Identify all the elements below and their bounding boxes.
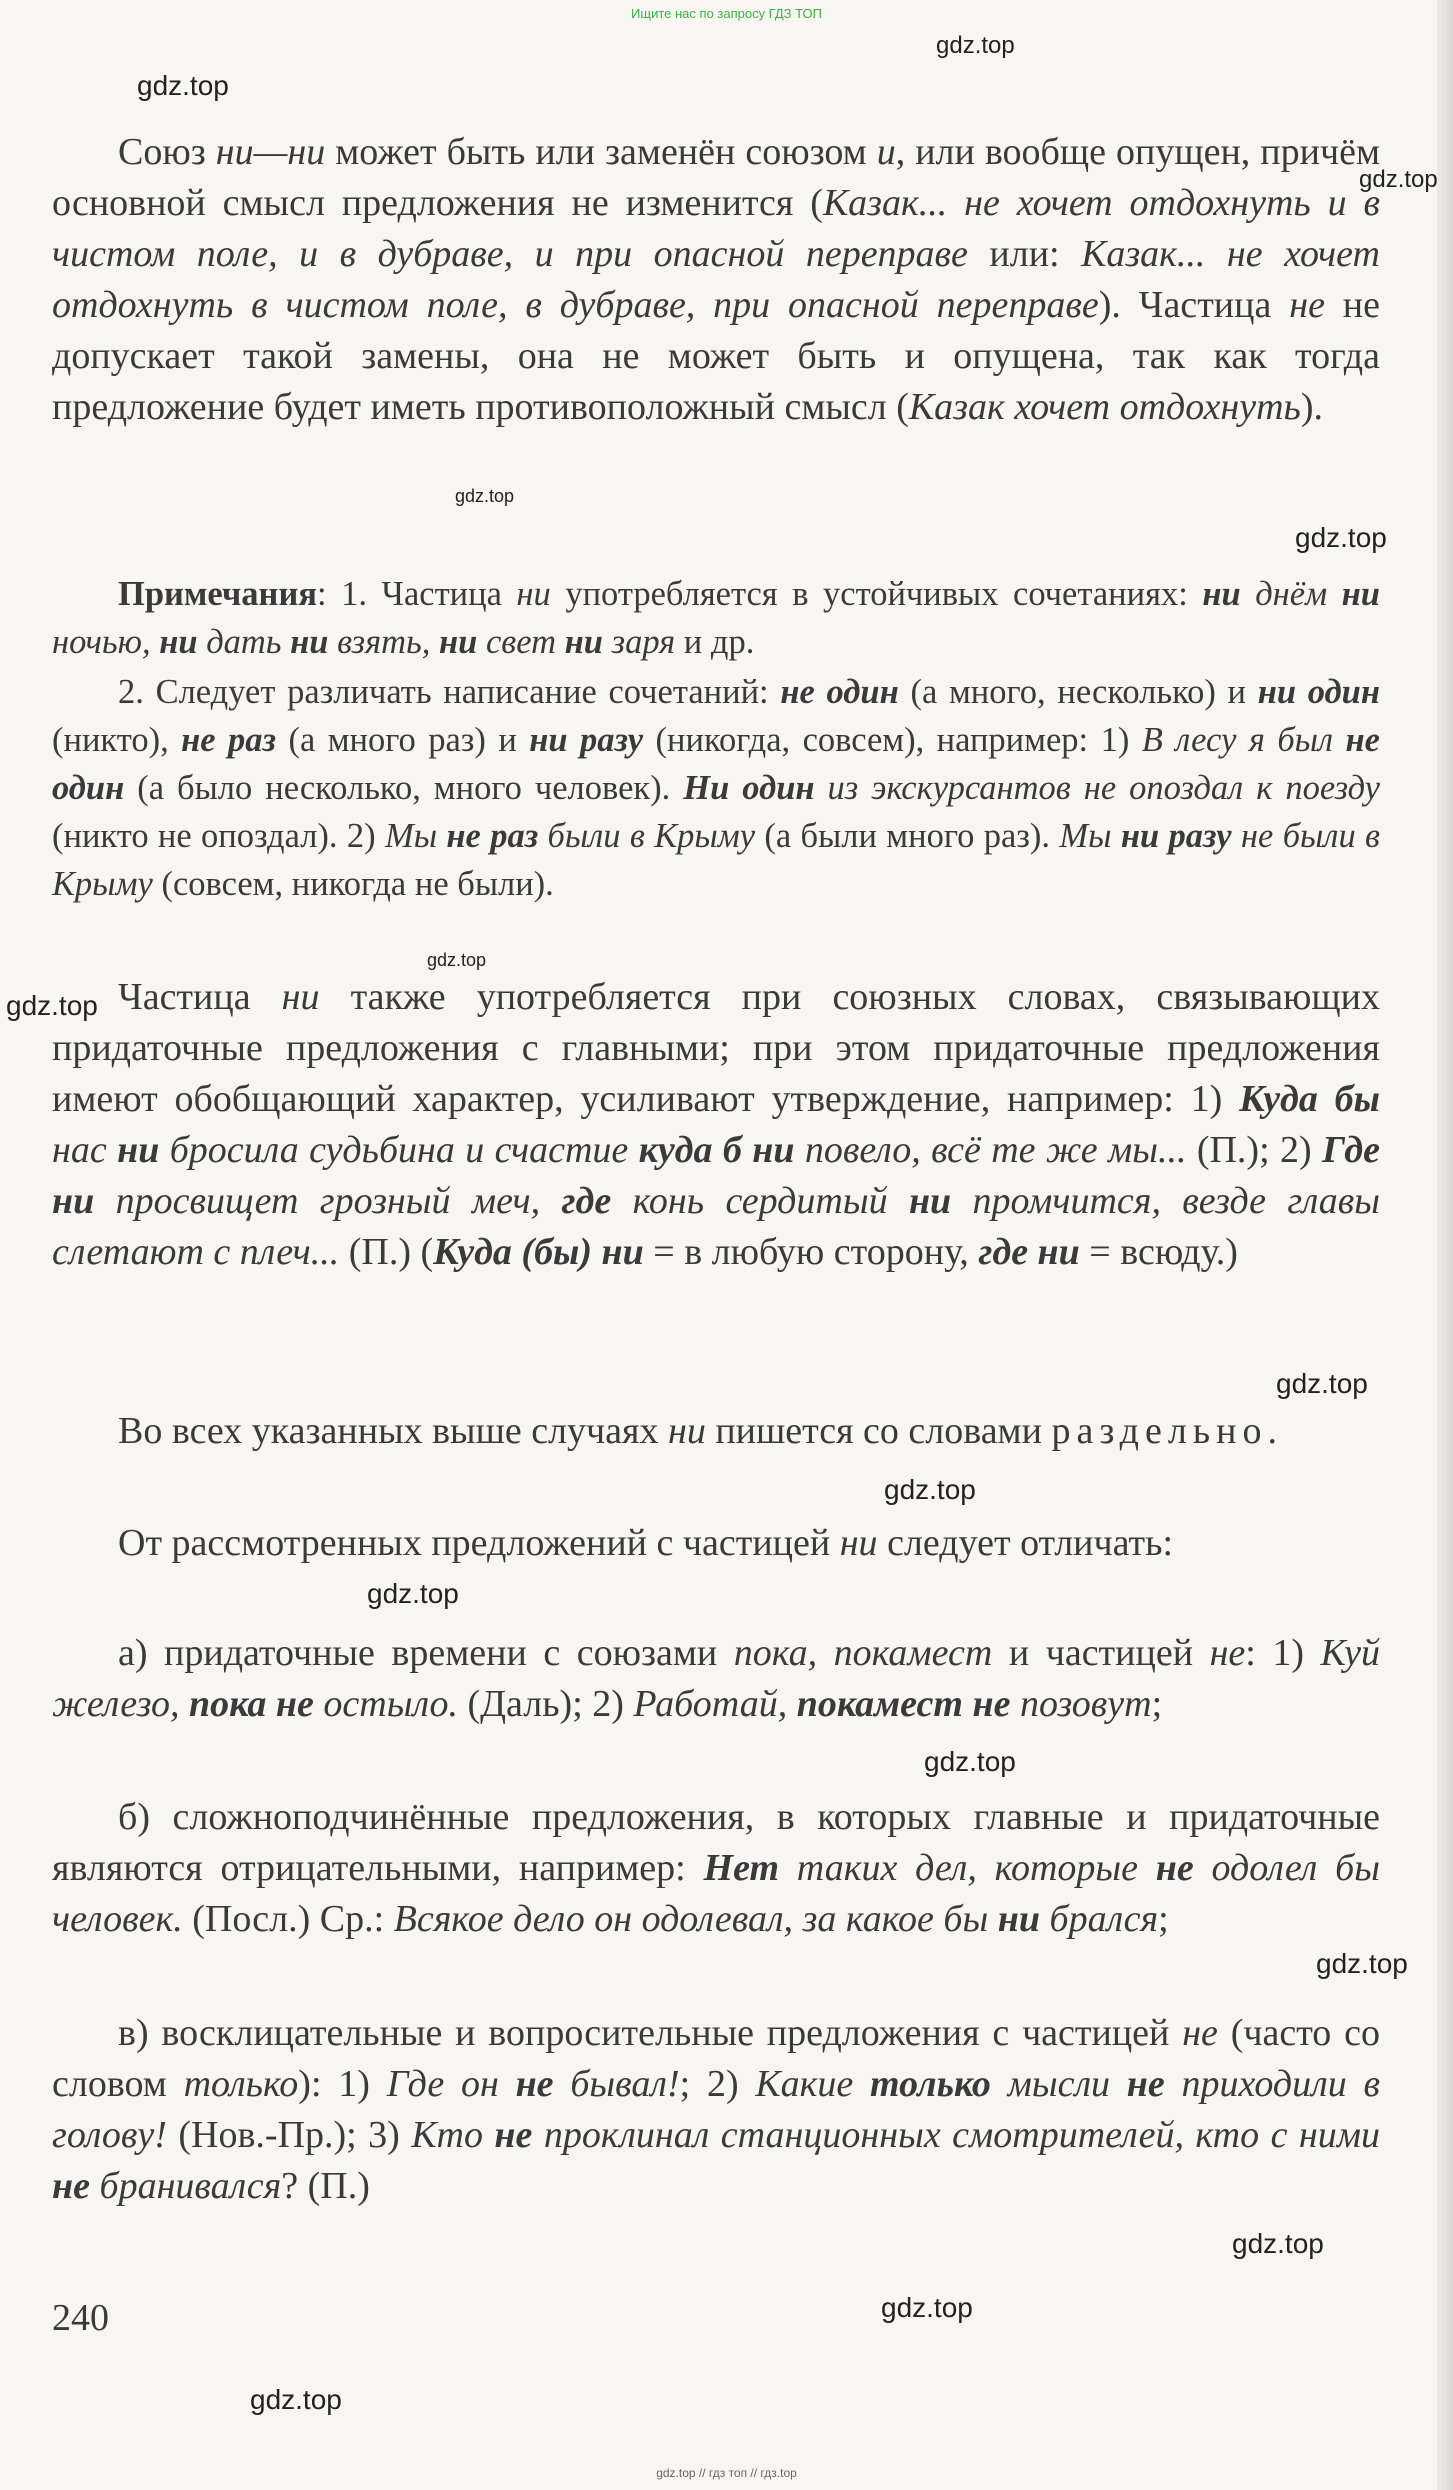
note-2: 2. Следует различать написание сочетаний: не один (а много, несколько) и ни один (никто), не раз (а много раз) и ни разу (никогда, совсем), например: 1) В лесу я был не один (а было несколько, много человек). Ни один из экскурсантов не опоздал к поезду (никто не опоздал). 2) Мы не раз были в Крыму (а были много раз). Мы ни разу не были в Крыму (совсем, никогда не были). <box>52 673 1381 903</box>
paragraph-5c: в) восклицательные и вопросительные предложения с частицей не (часто со словом только): 1) Где он не бывал!; 2) Какие только мысли не приходили в голову! (Нов.-Пр.); 3) Кто не проклинал станционных смотрителей, кто с ними не бранивался? (П.) <box>52 2012 1380 2207</box>
watermark: gdz.top <box>6 990 98 1021</box>
watermark: gdz.top <box>1295 522 1387 553</box>
paragraph-2: Частица ни также употребляется при союзных словах, связывающих придаточные предложения с главными; при этом придаточные предложения имеют обобщающий характер, усиливают утверждение, например: 1) Куда бы нас ни бросила судьбина и счастие куда б ни повело, всё те же мы... (П.); 2) Где ни просвищет грозный меч, где конь сердитый ни промчится, везде главы слетают с плеч... (П.) (Куда (бы) ни = в любую сторону, где ни = всюду.) <box>52 976 1381 1273</box>
note-1: Примечания: 1. Частица ни употребляется в устойчивых сочетаниях: ни днём ни ночью, ни дать ни взять, ни свет ни заря и др. <box>52 575 1380 661</box>
watermark: gdz.top <box>427 950 487 970</box>
watermark: gdz.top <box>250 2384 342 2415</box>
page-number: 240 <box>52 2297 109 2339</box>
watermark: gdz.top <box>367 1578 459 1609</box>
paragraph-5b: б) сложноподчинённые предложения, в которых главные и придаточные являются отрицательными, например: Нет таких дел, которые не одолел бы человек. (Посл.) Ср.: Всякое дело он одолевал, за какое бы ни брался; <box>52 1796 1380 1940</box>
watermark: gdz.top <box>884 1474 976 1505</box>
paragraph-3: Во всех указанных выше случаях ни пишется со словами раздельно. <box>118 1410 1277 1452</box>
page-edge-shadow <box>1437 0 1453 2490</box>
watermark: gdz.top <box>1232 2228 1324 2259</box>
watermark: gdz.top <box>881 2292 973 2323</box>
watermark: gdz.top <box>1316 1948 1408 1979</box>
watermark: gdz.top <box>137 70 229 101</box>
paragraph-4: От рассмотренных предложений с частицей ни следует отличать: <box>118 1522 1174 1564</box>
paragraph-1: Союз ни—ни может быть или заменён союзом и, или вообще опущен, причём основной смысл предложения не изменится (Казак... не хочет отдохнуть и в чистом поле, и в дубраве, и при опасной переправе или: Казак... не хочет отдохнуть в чистом поле, в дубраве, при опасной переправе). Частица не не допускает такой замены, она не может быть и опущена, так как тогда предложение будет иметь противоположный смысл (Казак хочет отдохнуть). <box>52 131 1381 428</box>
watermark: gdz.top <box>455 486 515 506</box>
bottom-banner[interactable]: gdz.top // гдз топ // гдз.top <box>656 2466 797 2480</box>
watermark: gdz.top <box>924 1746 1016 1777</box>
watermark: gdz.top <box>1359 166 1438 193</box>
paragraph-5a: а) придаточные времени с союзами пока, покамест и частицей не: 1) Куй железо, пока не остыло. (Даль); 2) Работай, покамест не позовут; <box>52 1632 1380 1725</box>
top-banner[interactable]: Ищите нас по запросу ГДЗ ТОП <box>631 6 822 21</box>
watermark: gdz.top <box>1276 1368 1368 1399</box>
watermark: gdz.top <box>936 32 1015 59</box>
